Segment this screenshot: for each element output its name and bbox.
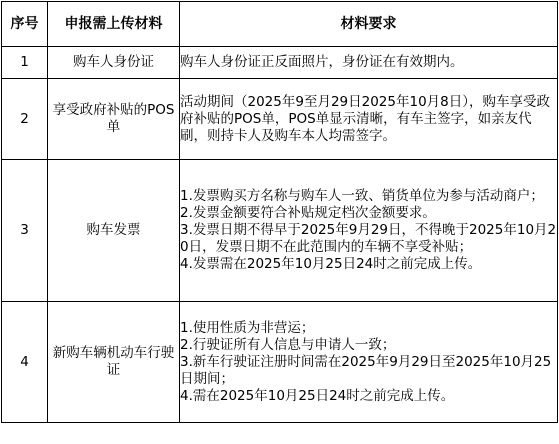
- header-row: [2, 2, 558, 47]
- requirement-line: 活动期间（2025年9至月29日2025年10月8日），购车享受政府补贴的POS单，POS单显示清晰，有车主签字，如亲友代刷，则持卡人及购车本人均需签字。: [180, 93, 550, 144]
- table-row: [2, 160, 558, 302]
- row-no: 1: [2, 47, 48, 79]
- row-requirement: [180, 47, 558, 79]
- row-requirement: [180, 160, 558, 302]
- requirement-line: 4.发票需在2025年10月25日24时之前完成上传。: [180, 256, 482, 272]
- requirement-line: 4.需在2025年10月25日24时之前完成上传。: [180, 387, 455, 404]
- requirement-line: 3.发票日期不得早于2025年9月29日，不得晚于2025年10月20日，发票日期不在此范围内的车辆不享受补贴；: [180, 222, 557, 255]
- row-item: 新购车辆机动车行驶证: [48, 302, 180, 423]
- requirement-line: 2.行驶证所有人信息与申请人一致；: [180, 336, 396, 353]
- row-no: 2: [2, 79, 48, 160]
- header-no: 序号: [2, 2, 48, 47]
- requirement-line: 1.使用性质为非营运；: [180, 319, 315, 336]
- row-item: 享受政府补贴的POS单: [48, 79, 180, 160]
- requirement-line: 1.发票购买方名称与购车人一致、销货单位为参与活动商户；: [180, 188, 544, 204]
- row-no: 4: [2, 302, 48, 423]
- requirement-line: 2.发票金额要符合补贴规定档次金额要求。: [180, 205, 436, 221]
- row-requirement: [180, 302, 558, 423]
- requirement-line: 购车人身份证正反面照片，身份证在有效期内。: [180, 54, 464, 70]
- table-row: [2, 47, 558, 79]
- row-item: 购车发票: [48, 160, 180, 302]
- requirement-line: 3.新车行驶证注册时间需在2025年9月29日至2025年10月25日期间；: [180, 353, 552, 387]
- table-row: [2, 79, 558, 160]
- row-no: 3: [2, 160, 48, 302]
- row-requirement: [180, 79, 558, 160]
- header-item: 申报需上传材料: [48, 2, 180, 47]
- materials-table: [1, 1, 558, 423]
- header-requirement: 材料要求: [180, 2, 558, 47]
- table-row: [2, 302, 558, 423]
- row-item: 购车人身份证: [48, 47, 180, 79]
